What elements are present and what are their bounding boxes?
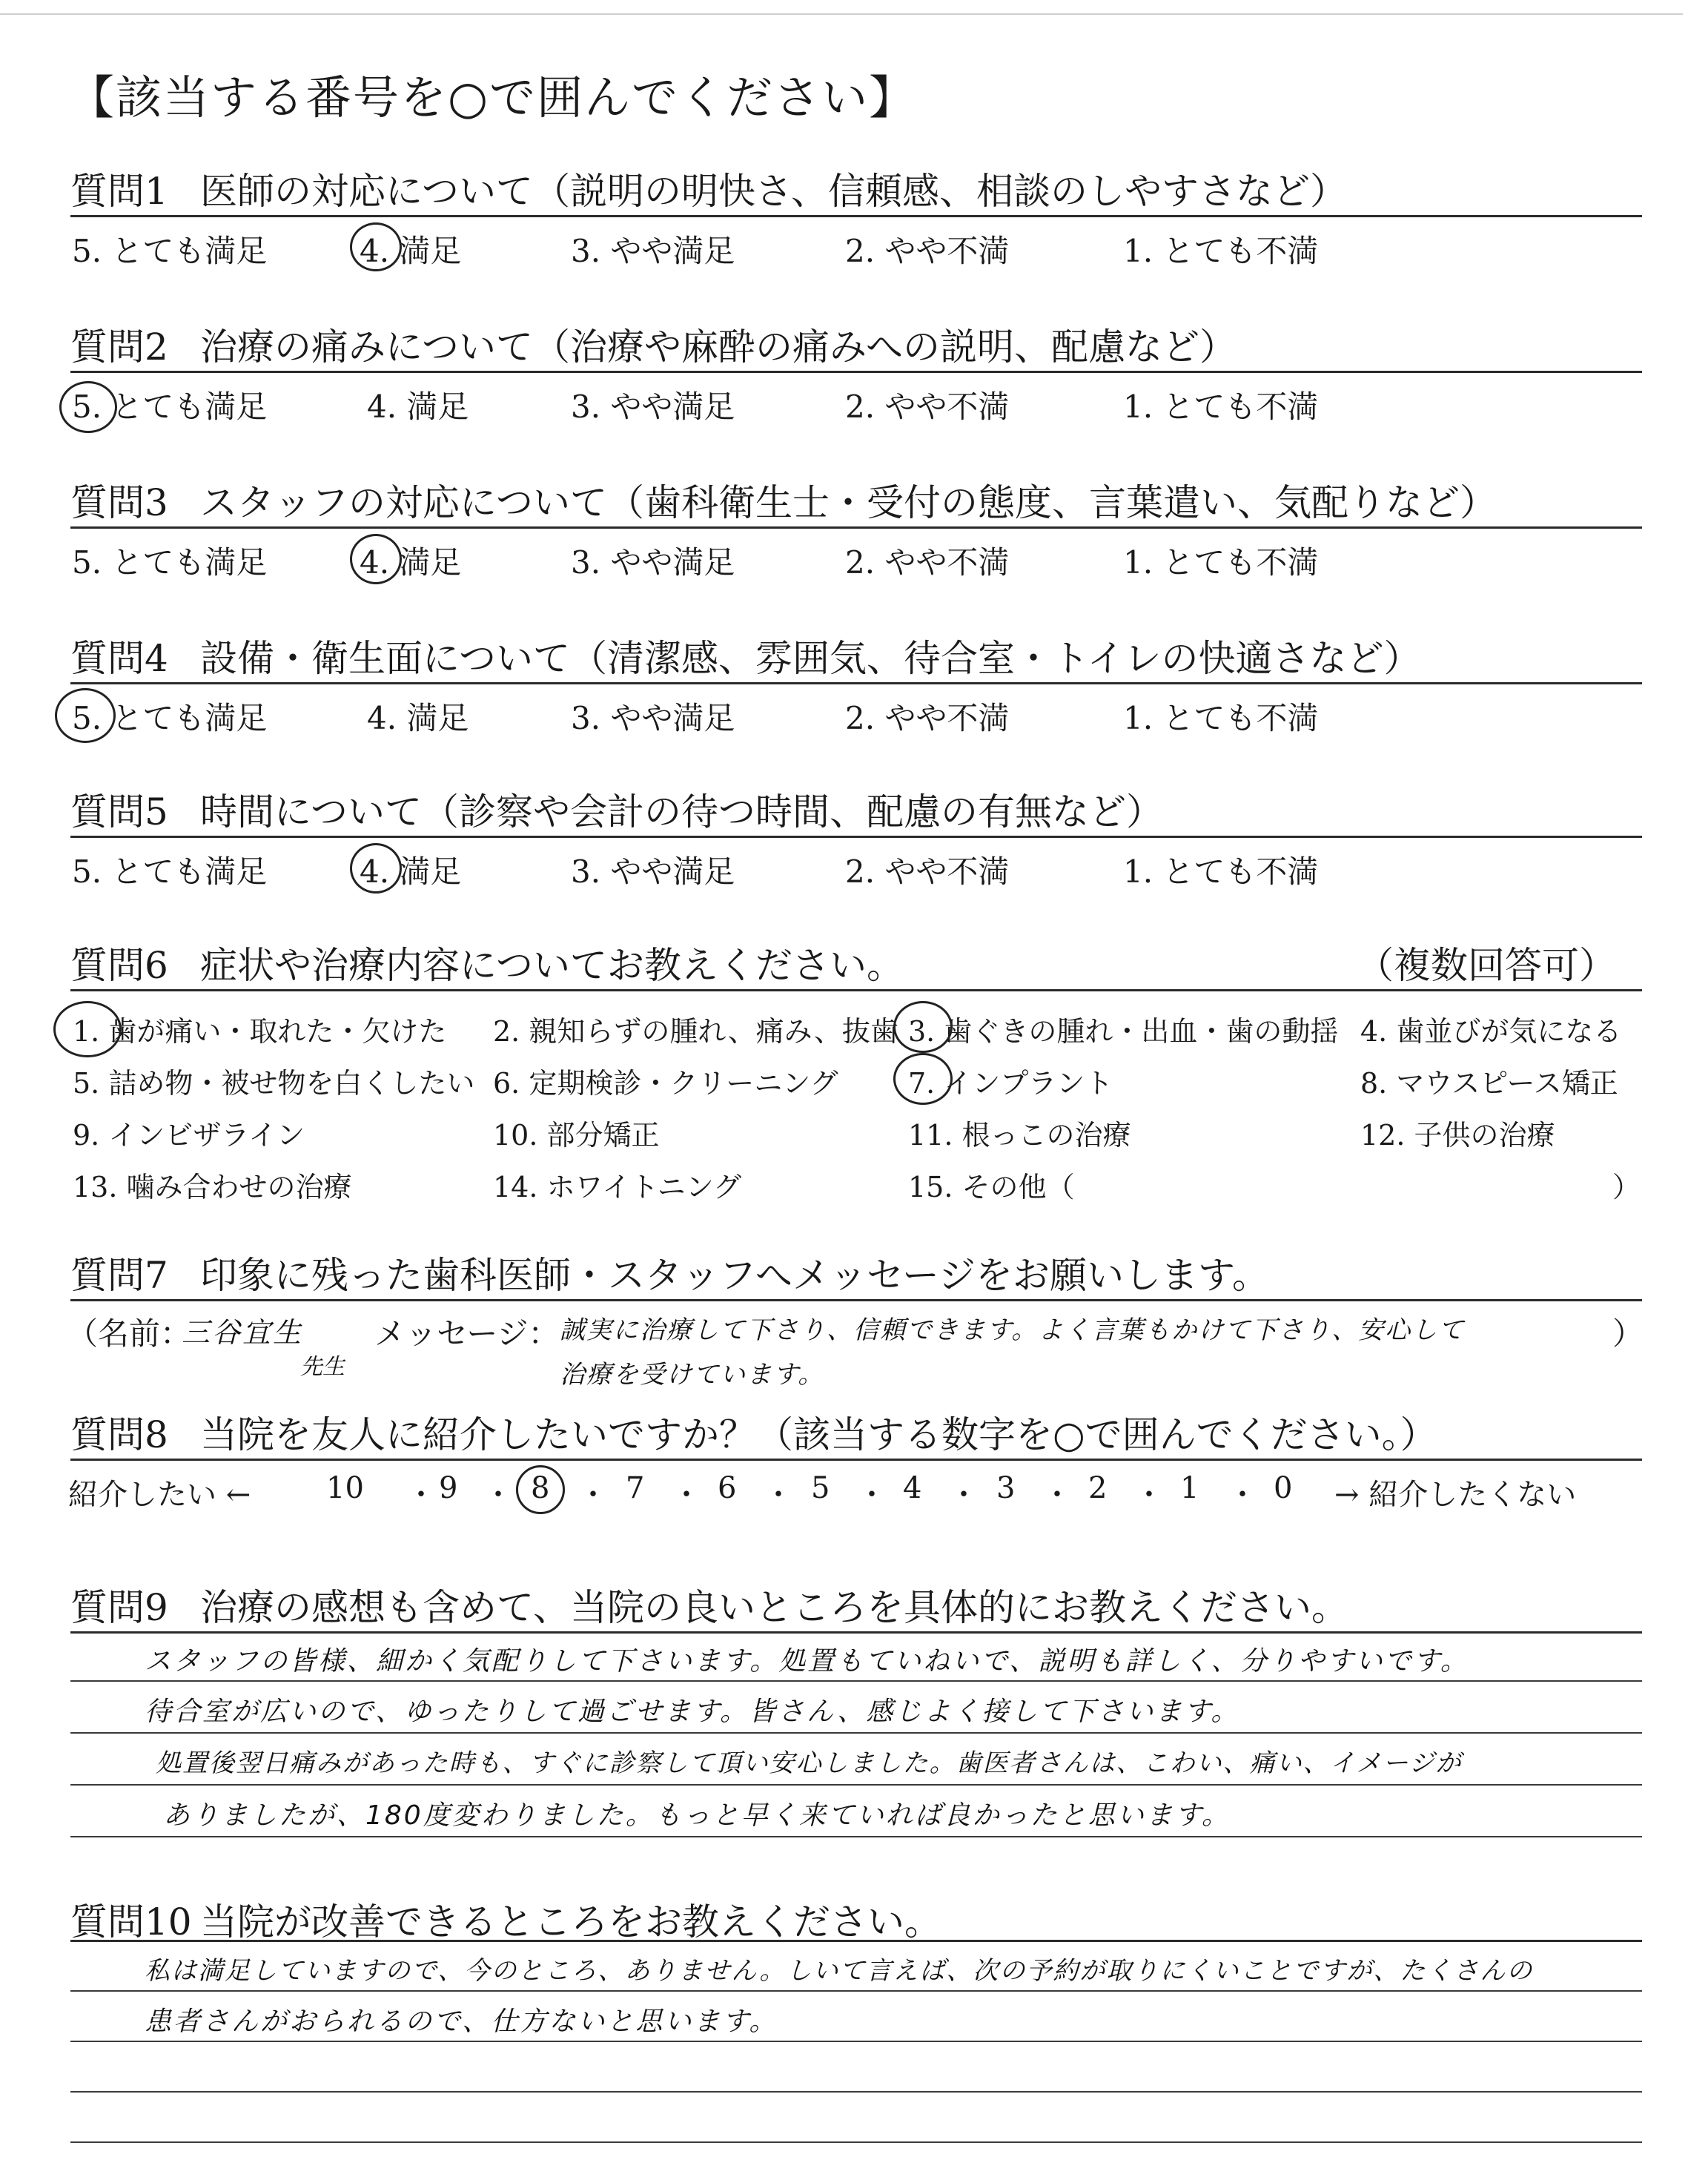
question-8-text: 当院を友人に紹介したいですか？（該当する数字を○で囲んでください。） (200, 1413, 1437, 1456)
q3-selection-circle (350, 534, 402, 584)
question-5-text: 時間について（診察や会計の待つ時間、配慮の有無など） (200, 790, 1163, 833)
question-1-text: 医師の対応について（説明の明快さ、信頼感、相談のしやすさなど） (200, 170, 1347, 213)
q7-name-value[interactable]: 三谷宜生 (182, 1316, 304, 1349)
question-7-rule (70, 1299, 1642, 1301)
question-10-text: 当院が改善できるところをお教えください。 (200, 1900, 941, 1943)
q5-selection-circle (350, 843, 402, 894)
question-7-number: 質問7 (70, 1254, 168, 1297)
q2-option-1[interactable]: 1. とても不満 (1123, 389, 1319, 425)
q8-sep: ・ (949, 1478, 979, 1512)
q8-scale-6[interactable]: 6 (718, 1471, 737, 1505)
question-4-text: 設備・衛生面について（清潔感、雰囲気、待合室・トイレの快適さなど） (200, 637, 1421, 680)
q9-answer-line-2[interactable]: 待合室が広いので、ゆったりして過ごせます。皆さん、感じよく接して下さいます。 (145, 1697, 1240, 1727)
q8-sep: ・ (857, 1478, 887, 1512)
q7-close-paren: ） (1612, 1315, 1644, 1352)
question-10-heading (70, 1892, 941, 1946)
q2-option-5[interactable]: 5. とても満足 (72, 389, 268, 425)
q8-left-label: 紹介したい ← (68, 1478, 251, 1512)
question-5-rule (70, 836, 1642, 838)
q7-message-line-1[interactable]: 誠実に治療して下さり、信頼できます。よく言葉もかけて下さり、安心して (560, 1315, 1466, 1345)
q1-option-5[interactable]: 5. とても満足 (72, 233, 268, 269)
q6-item-2[interactable]: 2. 親知らずの腫れ、痛み、抜歯 (493, 1015, 898, 1048)
q6-item-10[interactable]: 10. 部分矯正 (493, 1119, 660, 1152)
q9-answer-rule-1 (70, 1680, 1642, 1682)
q4-option-4[interactable]: 4. 満足 (367, 700, 469, 736)
question-4-heading (70, 629, 1421, 682)
q6-item-1[interactable]: 1. 歯が痛い・取れた・欠けた (73, 1015, 447, 1048)
q1-selection-circle (350, 222, 402, 271)
question-3-heading (70, 473, 1497, 526)
q10-answer-rule-3 (70, 2091, 1642, 2093)
q4-option-5[interactable]: 5. とても満足 (72, 700, 268, 736)
q6-item-8[interactable]: 8. マウスピース矯正 (1360, 1067, 1618, 1100)
q9-answer-rule-2 (70, 1732, 1642, 1734)
question-10-rule (70, 1940, 1642, 1942)
q5-option-3[interactable]: 3. やや満足 (571, 853, 735, 890)
question-4-number: 質問4 (70, 637, 168, 680)
q10-answer-line-2[interactable]: 患者さんがおられるので、仕方ないと思います。 (145, 2007, 778, 2037)
q6-item-12[interactable]: 12. 子供の治療 (1360, 1119, 1555, 1152)
q7-message-label: メッセージ： (374, 1315, 560, 1352)
question-1-heading (70, 162, 1347, 215)
q3-option-2[interactable]: 2. やや不満 (845, 544, 1010, 581)
question-2-number: 質問2 (70, 326, 168, 369)
question-6-note: （複数回答可） (1357, 944, 1616, 987)
q5-option-1[interactable]: 1. とても不満 (1123, 853, 1319, 890)
q10-answer-line-1[interactable]: 私は満足していますので、今のところ、ありません。しいて言えば、次の予約が取りにくいことですが、たくさんの (145, 1956, 1534, 1986)
question-9-text: 治療の感想も含めて、当院の良いところを具体的にお教えください。 (200, 1586, 1348, 1629)
q4-option-3[interactable]: 3. やや満足 (571, 700, 735, 736)
q7-name-label: （名前： (67, 1315, 192, 1352)
question-3-rule (70, 526, 1642, 529)
q5-option-2[interactable]: 2. やや不満 (845, 853, 1010, 890)
q8-scale-1[interactable]: 1 (1180, 1471, 1199, 1505)
q1-option-4[interactable]: 4. 満足 (360, 233, 462, 269)
q3-option-3[interactable]: 3. やや満足 (571, 544, 735, 581)
q8-sep: ・ (672, 1478, 701, 1512)
q7-name-suffix: 先生 (300, 1354, 345, 1380)
q8-scale-9[interactable]: 9 (439, 1471, 458, 1505)
q6-selection-circle-3 (893, 1001, 953, 1053)
question-6-rule (70, 989, 1642, 991)
q5-option-4[interactable]: 4. 満足 (360, 853, 462, 890)
q6-item-6[interactable]: 6. 定期検診・クリーニング (493, 1067, 838, 1100)
question-3-text: スタッフの対応について（歯科衛生士・受付の態度、言葉遣い、気配りなど） (200, 481, 1497, 524)
q6-selection-circle-7 (893, 1053, 953, 1105)
q8-sep: ・ (1042, 1478, 1072, 1512)
q4-selection-circle (55, 688, 116, 743)
question-6-number: 質問6 (70, 944, 168, 987)
top-border (0, 13, 1683, 15)
q10-answer-rule-1 (70, 1990, 1642, 1992)
q8-selection-circle (516, 1465, 565, 1514)
question-6-heading (70, 936, 904, 989)
q2-option-4[interactable]: 4. 満足 (367, 389, 469, 425)
q2-selection-circle (59, 381, 117, 433)
q8-sep: ・ (483, 1478, 513, 1512)
question-8-number: 質問8 (70, 1413, 168, 1456)
q8-right-label: → 紹介したくない (1334, 1478, 1577, 1512)
q8-sep: ・ (1228, 1478, 1257, 1512)
q3-option-1[interactable]: 1. とても不満 (1123, 544, 1319, 581)
q6-item-9[interactable]: 9. インビザライン (73, 1119, 305, 1152)
question-3-number: 質問3 (70, 481, 168, 524)
q8-sep: ・ (1134, 1478, 1164, 1512)
q7-message-line-2[interactable]: 治療を受けています。 (560, 1360, 825, 1390)
q6-item-15[interactable]: 15. その他（ (908, 1171, 1075, 1203)
q9-answer-rule-4 (70, 1836, 1642, 1837)
q1-option-1[interactable]: 1. とても不満 (1123, 233, 1319, 269)
q8-scale-2[interactable]: 2 (1088, 1471, 1108, 1505)
question-2-rule (70, 371, 1642, 373)
question-2-heading (70, 317, 1237, 371)
question-5-number: 質問5 (70, 790, 168, 833)
q9-answer-rule-3 (70, 1784, 1642, 1786)
q6-item-13[interactable]: 13. 噛み合わせの治療 (73, 1171, 352, 1203)
question-1-rule (70, 215, 1642, 217)
question-9-rule (70, 1631, 1642, 1634)
question-7-text: 印象に残った歯科医師・スタッフへメッセージをお願いします。 (200, 1254, 1269, 1297)
q6-item-15-close: ） (1612, 1171, 1641, 1203)
q9-answer-line-4[interactable]: ありましたが、180度変わりました。もっと早く来ていれば良かったと思います。 (163, 1800, 1231, 1831)
q8-scale-8[interactable]: 8 (531, 1471, 550, 1505)
q2-option-3[interactable]: 3. やや満足 (571, 389, 735, 425)
q10-answer-rule-4 (70, 2141, 1642, 2143)
q6-item-3[interactable]: 3. 歯ぐきの腫れ・出血・歯の動揺 (908, 1015, 1339, 1048)
q4-option-1[interactable]: 1. とても不満 (1123, 700, 1319, 736)
q9-answer-line-1[interactable]: スタッフの皆様、細かく気配りして下さいます。処置もていねいで、説明も詳しく、分りやすいです。 (145, 1646, 1469, 1677)
question-10-number: 質問10 (70, 1900, 192, 1943)
question-2-text: 治療の痛みについて（治療や麻酔の痛みへの説明、配慮など） (200, 326, 1237, 369)
question-8-rule (70, 1459, 1642, 1461)
q6-item-11[interactable]: 11. 根っこの治療 (908, 1119, 1131, 1152)
q8-sep: ・ (406, 1478, 436, 1512)
q8-scale-5[interactable]: 5 (811, 1471, 830, 1505)
q6-item-7[interactable]: 7. インプラント (908, 1067, 1113, 1100)
q8-sep: ・ (764, 1478, 793, 1512)
q8-scale-7[interactable]: 7 (626, 1471, 645, 1505)
q6-item-4[interactable]: 4. 歯並びが気になる (1360, 1015, 1622, 1048)
question-5-heading (70, 782, 1163, 836)
q3-option-4[interactable]: 4. 満足 (360, 544, 462, 581)
q10-answer-rule-2 (70, 2041, 1642, 2042)
question-8-heading (70, 1405, 1437, 1459)
q6-selection-circle-1 (53, 1001, 122, 1057)
question-4-rule (70, 682, 1642, 684)
q8-sep: ・ (578, 1478, 608, 1512)
question-6-text: 症状や治療内容についてお教えください。 (200, 944, 904, 987)
q8-scale-0[interactable]: 0 (1274, 1471, 1293, 1505)
q9-answer-line-3[interactable]: 処置後翌日痛みがあった時も、すぐに診察して頂い安心しました。歯医者さんは、こわい、痛い、イメージが (156, 1748, 1463, 1778)
question-1-number: 質問1 (70, 170, 168, 213)
q8-scale-4[interactable]: 4 (903, 1471, 922, 1505)
question-9-heading (70, 1578, 1348, 1631)
q6-item-5[interactable]: 5. 詰め物・被せ物を白くしたい (73, 1067, 475, 1100)
q4-option-2[interactable]: 2. やや不満 (845, 700, 1010, 736)
q3-option-5[interactable]: 5. とても満足 (72, 544, 268, 581)
q6-item-14[interactable]: 14. ホワイトニング (493, 1171, 742, 1203)
q2-option-2[interactable]: 2. やや不満 (845, 389, 1010, 425)
q8-scale-10[interactable]: 10 (326, 1471, 364, 1505)
page-title: 【該当する番号を○で囲んでください】 (68, 70, 917, 125)
question-9-number: 質問9 (70, 1586, 168, 1629)
question-7-heading (70, 1246, 1269, 1299)
q1-option-2[interactable]: 2. やや不満 (845, 233, 1010, 269)
q1-option-3[interactable]: 3. やや満足 (571, 233, 735, 269)
q8-scale-3[interactable]: 3 (996, 1471, 1016, 1505)
q5-option-5[interactable]: 5. とても満足 (72, 853, 268, 890)
